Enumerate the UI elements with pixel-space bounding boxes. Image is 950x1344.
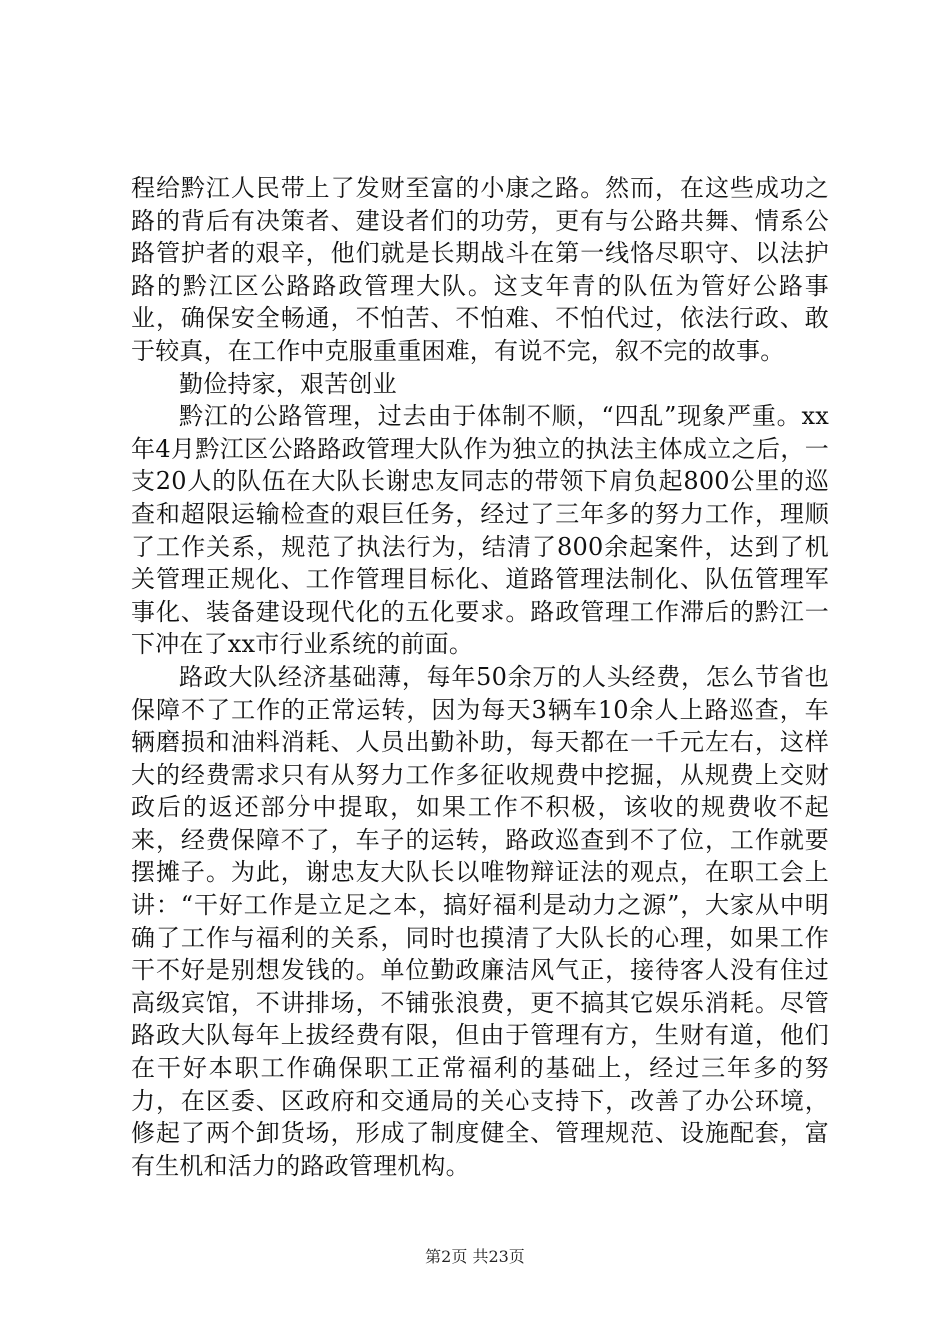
section-heading: 勤俭持家，艰苦创业 bbox=[179, 369, 397, 398]
paragraph-3: 路政大队经济基础薄，每年50余万的人头经费，怎么节省也保障不了工作的正常运转，因为每天3辆车10余人上路巡查，车辆磨损和油料消耗、人员出勤补助，每天都在一千元左右，这样大的经费需求只有从努力工作多征收规费中挖掘，从规费上交财政后的返还部分中提取，如果工作不积极，该收的规费收不起来，经费保障不了，车子的运转，路政巡查到不了位，工作就要摆摊子。为此，谢忠友大队长以唯物辩证法的观点，在职工会上讲：“干好工作是立足之本，搞好福利是动力之源”，大家从中明确了工作与福利的关系，同时也摸清了大队长的心理，如果工作干不好是别想发钱的。单位勤政廉洁风气正，接待客人没有住过高级宾馆，不讲排场，不铺张浪费，更不搞其它娱乐消耗。尽管路政大队每年上拔经费有限，但由于管理有方，生财有道，他们在干好本职工作确保职工正常福利的基础上，经过三年多的努力，在区委、区政府和交通局的关心支持下，改善了办公环境，修起了两个卸货场，形成了制度健全、管理规范、设施配套，富有生机和活力的路政管理机构。 bbox=[131, 662, 829, 1180]
paragraph-2: 黔江的公路管理，过去由于体制不顺，“四乱”现象严重。xx年4月黔江区公路路政管理大队作为独立的执法主体成立之后，一支20人的队伍在大队长谢忠友同志的带领下肩负起800公里的巡查和超限运输检查的艰巨任务，经过了三年多的努力工作，理顺了工作关系，规范了执法行为，结清了800余起案件，达到了机关管理正规化、工作管理目标化、道路管理法制化、队伍管理军事化、装备建设现代化的五化要求。路政管理工作滞后的黔江一下冲在了xx市行业系统的前面。 bbox=[131, 402, 829, 659]
document-body bbox=[131, 172, 829, 1182]
page-footer: 第2页 共23页 bbox=[425, 1247, 525, 1266]
paragraph-1: 程给黔江人民带上了发财至富的小康之路。然而，在这些成功之路的背后有决策者、建设者们的功劳，更有与公路共舞、情系公路管护者的艰辛，他们就是长期战斗在第一线恪尽职守、以法护路的黔江区公路路政管理大队。这支年青的队伍为管好公路事业，确保安全畅通，不怕苦、不怕难、不怕代过，依法行政、敢于较真，在工作中克服重重困难，有说不完，叙不完的故事。 bbox=[131, 174, 829, 365]
